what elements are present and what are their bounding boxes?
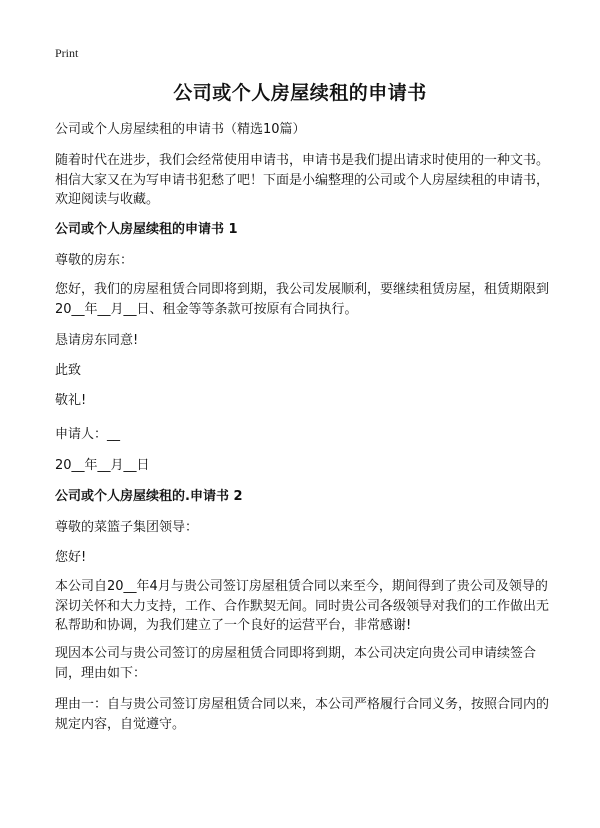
print-label: Print <box>55 46 79 60</box>
section-1-greeting: 尊敬的房东： <box>55 253 134 268</box>
section-1-date: 20__年__月__日 <box>55 458 150 473</box>
document-title: 公司或个人房屋续租的申请书 <box>173 82 427 104</box>
section-2-body-1: 本公司自20__年4月与贵公司签订房屋租赁合同以来至今，期间得到了贵公司及领导的深切关怀和大力支持，工作、合作默契无间。同时贵公司各级领导对我们的工作做出无私帮助和协调，为我们建立了一个良好的运营平台，非常感谢! <box>55 579 550 633</box>
section-2-greeting: 尊敬的菜篮子集团领导： <box>55 520 199 535</box>
section-2-reason-1: 理由一：自与贵公司签订房屋租赁合同以来，本公司严格履行合同义务，按照合同内的规定内容，自觉遵守。 <box>55 697 550 732</box>
section-2-hello: 您好! <box>55 550 87 565</box>
section-2-body-2: 现因本公司与贵公司签订的房屋租赁合同即将到期，本公司决定向贵公司申请续签合同，理由如下： <box>55 646 537 681</box>
intro-paragraph: 随着时代在进步，我们会经常使用申请书，申请书是我们提出请求时使用的一种文书。相信大家又在为写申请书犯愁了吧！下面是小编整理的公司或个人房屋续租的申请书，欢迎阅读与收藏。 <box>55 153 550 207</box>
section-heading-1: 公司或个人房屋续租的申请书 1 <box>55 222 238 237</box>
section-heading-2: 公司或个人房屋续租的.申请书 2 <box>55 489 243 504</box>
section-1-closing-2: 敬礼! <box>55 393 87 408</box>
section-1-closing-1: 此致 <box>55 363 82 378</box>
intro-line: 公司或个人房屋续租的申请书（精选10篇） <box>55 122 306 137</box>
section-1-request: 恳请房东同意! <box>55 333 139 348</box>
section-1-applicant: 申请人：__ <box>55 427 121 442</box>
section-1-body: 您好，我们的房屋租赁合同即将到期，我公司发展顺利，要继续租赁房屋，租赁期限到20__年__月__日、租金等等条款可按原有合同执行。 <box>55 282 550 317</box>
